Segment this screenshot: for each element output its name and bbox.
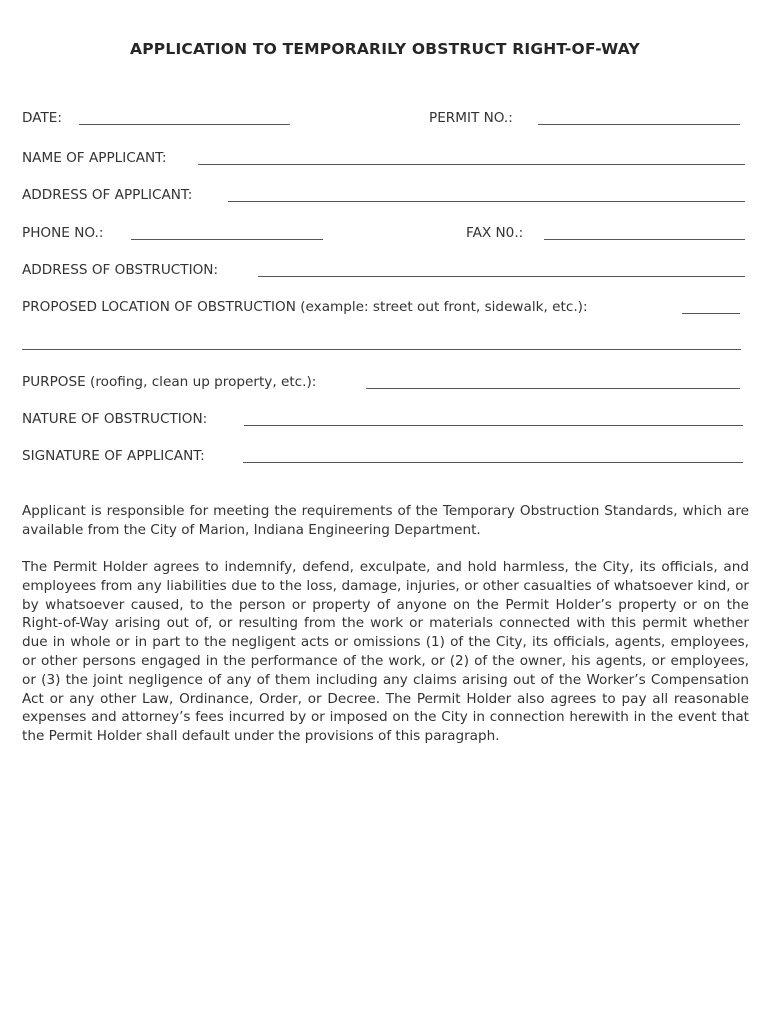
form-title: APPLICATION TO TEMPORARILY OBSTRUCT RIGHT-OF-WAY [130,40,640,58]
purpose-row [22,373,746,393]
date-permit-row [22,109,746,129]
obstruction-address-label: ADDRESS OF OBSTRUCTION: [22,262,219,278]
signature-row [22,447,746,467]
obstruction-address-field[interactable] [258,276,745,277]
fax-no-label: FAX N0.: [466,225,524,241]
obstruction-address-row [22,261,746,281]
indemnity-paragraph: The Permit Holder agrees to indemnify, defend, exculpate, and hold harmless, the City, its officials, and employees from any liabilities due to the loss, damage, injuries, or other casualties of whatsoever kind, or by whatsoever caused, to the person or property of anyone on the Permit Holder’s property or on the Right-of-Way arising out of, or resulting from the work or materials connected with this permit whether due in whole or in part to the negligent acts or omissions (1) of the City, its officials, agents, employees, or other persons engaged in the performance of the work, or (2) of the owner, his agents, or employees, or (3) the joint negligence of any of them including any claims arising out of the Worker’s Compensation Act or any other Law, Ordinance, Order, or Decree. The Permit Holder also agrees to pay all reasonable expenses and attorney’s fees incurred by or imposed on the City in connection herewith in the event that the Permit Holder shall default under the provisions of this paragraph. [22,559,749,745]
nature-row [22,410,746,430]
permit-no-field[interactable] [538,124,740,125]
purpose-label: PURPOSE (roofing, clean up property, etc.): [22,374,317,390]
signature-label: SIGNATURE OF APPLICANT: [22,448,205,464]
fax-no-field[interactable] [544,239,745,240]
standards-paragraph: Applicant is responsible for meeting the requirements of the Temporary Obstruction Standards, which are available from the City of Marion, Indiana Engineering Department. [22,503,749,538]
applicant-name-label: NAME OF APPLICANT: [22,150,167,166]
applicant-name-field[interactable] [198,164,745,165]
phone-no-label: PHONE NO.: [22,225,104,241]
proposed-location-label: PROPOSED LOCATION OF OBSTRUCTION (example: street out front, sidewalk, etc.): [22,299,588,315]
date-field[interactable] [79,124,290,125]
proposed-location-continuation-row [22,334,746,354]
date-label: DATE: [22,110,62,126]
proposed-location-row [22,298,746,318]
permit-no-label: PERMIT NO.: [429,110,513,126]
nature-label: NATURE OF OBSTRUCTION: [22,411,208,427]
phone-fax-row [22,224,746,244]
purpose-field[interactable] [366,388,740,389]
proposed-location-field[interactable] [682,313,740,314]
proposed-location-continuation-field[interactable] [22,349,741,350]
applicant-address-row [22,186,746,206]
phone-no-field[interactable] [131,239,323,240]
nature-field[interactable] [244,425,743,426]
applicant-address-field[interactable] [228,201,745,202]
signature-field[interactable] [243,462,743,463]
applicant-name-row [22,149,746,169]
applicant-address-label: ADDRESS OF APPLICANT: [22,187,193,203]
